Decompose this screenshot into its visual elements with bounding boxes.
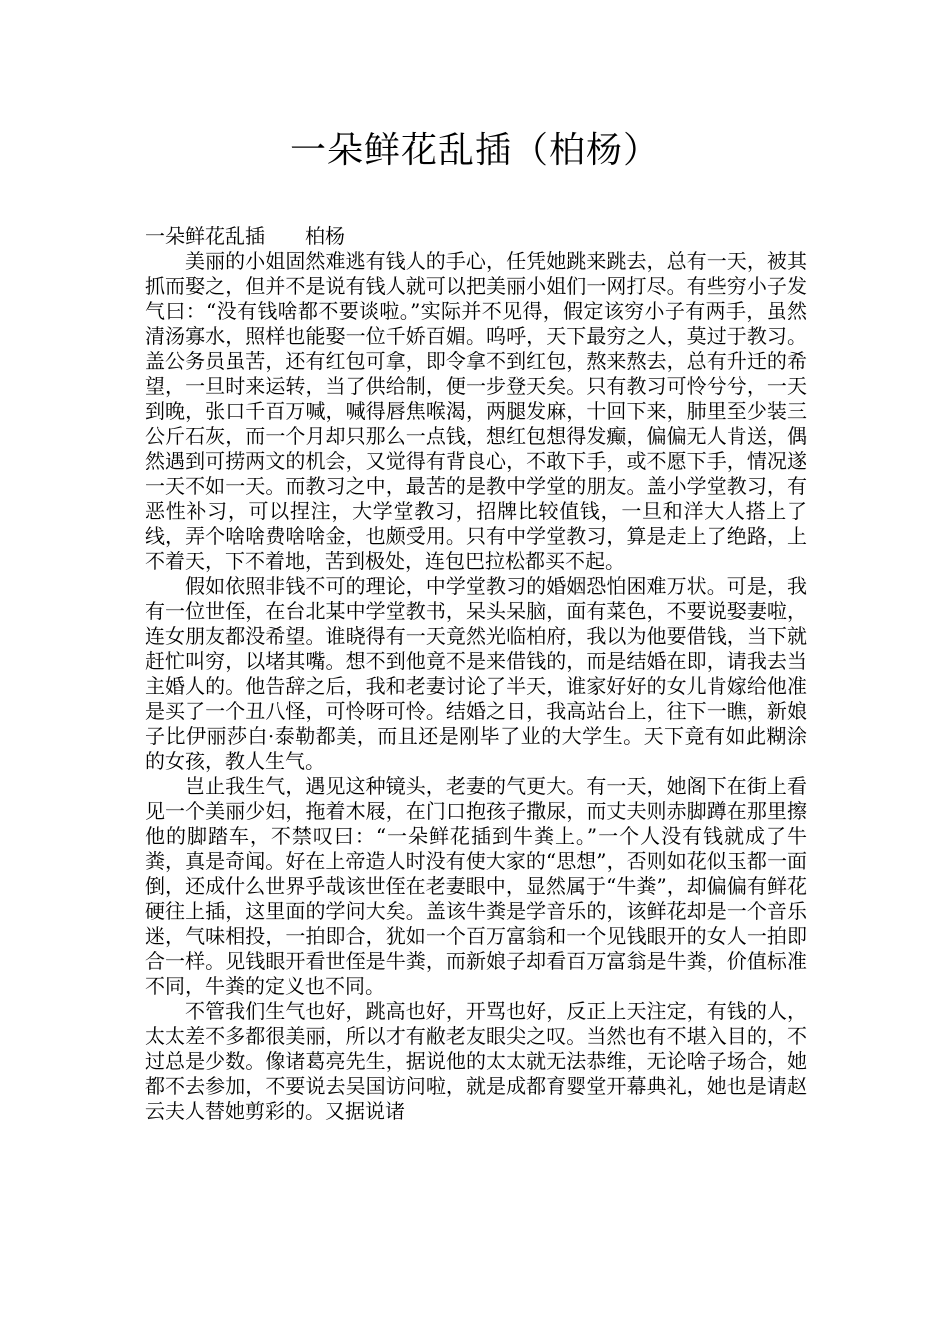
paragraph-3: 岂止我生气，遇见这种镜头，老妻的气更大。有一天，她阁下在街上看见一个美丽少妇，拖着木屐，在门口抱孩子撒尿，而丈夫则赤脚蹲在那里擦他的脚踏车，不禁叹曰：“一朵鲜花插到牛粪上。”一个人没有钱就成了牛粪，真是奇闻。好在上帝造人时没有使大家的“思想”，否则如花似玉都一面倒，还成什么世界乎哉该世侄在老妻眼中，显然属于“牛粪”，却偏偏有鲜花硬往上插，这里面的学问大矣。盖该牛粪是学音乐的，该鲜花却是一个音乐迷，气味相投，一拍即合，犹如一个百万富翁和一个见钱眼开的女人一拍即合一样。见钱眼开看世侄是牛粪，而新娘子却看百万富翁是牛粪，价值标准不同，牛粪的定义也不同。 (145, 774, 807, 998)
paragraph-1: 美丽的小姐固然难逃有钱人的手心，任凭她跳来跳去，总有一天，被其抓而娶之，但并不是说有钱人就可以把美丽小姐们一网打尽。有些穷小子发气曰：“没有钱啥都不要谈啦。”实际并不见得，假定该穷小子有两手，虽然清汤寡水，照样也能娶一位千娇百媚。呜呼，天下最穷之人，莫过于教习。盖公务员虽苦，还有红包可拿，即令拿不到红包，熬来熬去，总有升迁的希望，一旦时来运转，当了供给制，便一步登天矣。只有教习可怜兮兮，一天到晚，张口千百万喊，喊得唇焦喉渴，两腿发麻，十回下来，肺里至少装三公斤石灰，而一个月却只那么一点钱，想红包想得发癫，偏偏无人肯送，偶然遇到可捞两文的机会，又觉得有背良心，不敢下手，或不愿下手，情况遂一天不如一天。而教习之中，最苦的是教中学堂的朋友。盖小学堂教习，有恶性补习，可以捏注，大学堂教习，招牌比较值钱，一旦和洋大人搭上了线，弄个啥啥费啥啥金，也颇受用。只有中学堂教习，算是走上了绝路，上不着天，下不着地，苦到极处，连包巴拉松都买不起。 (145, 249, 807, 573)
paragraph-2: 假如依照非钱不可的理论，中学堂教习的婚姻恐怕困难万状。可是，我有一位世侄，在台北某中学堂教书，呆头呆脑，面有菜色，不要说娶妻啦，连女朋友都没希望。谁晓得有一天竟然光临柏府，我以为他要借钱，当下就赶忙叫穷，以堵其嘴。想不到他竟不是来借钱的，而是结婚在即，请我去当主婚人的。他告辞之后，我和老妻讨论了半天，谁家好好的女儿肯嫁给他准是买了一个丑八怪，可怜呀可怜。结婚之日，我高站台上，往下一瞧，新娘子比伊丽莎白·泰勒都美，而且还是刚毕了业的大学生。天下竟有如此糊涂的女孩，教人生气。 (145, 574, 807, 773)
document-body (145, 224, 807, 1124)
article-byline: 一朵鲜花乱插 柏杨 (145, 224, 345, 248)
paragraph-4: 不管我们生气也好，跳高也好，开骂也好，反正上天注定，有钱的人，太太差不多都很美丽，所以才有敝老友眼尖之叹。当然也有不堪入目的，不过总是少数。像诸葛亮先生，据说他的太太就无法恭维，无论啥子场合，她都不去参加，不要说去吴国访问啦，就是成都育婴堂开幕典礼，她也是请赵云夫人替她剪彩的。又据说诸 (145, 999, 807, 1123)
document-title: 一朵鲜花乱插（柏杨） (289, 130, 660, 171)
